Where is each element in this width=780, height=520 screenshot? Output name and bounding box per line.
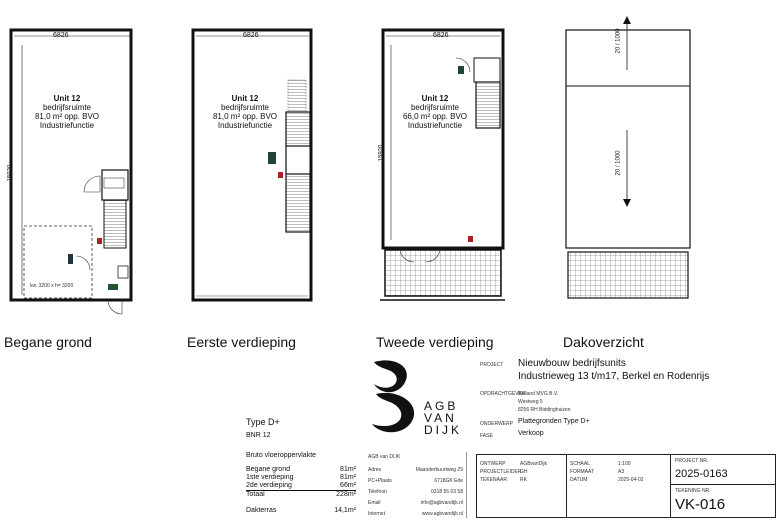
projectleider-label: PROJECTLEIDER <box>480 469 522 475</box>
door-note: kw. 3200 x h= 3200 <box>30 283 74 289</box>
agb-logo-text <box>424 400 462 436</box>
plan-eerste-verdieping <box>193 30 311 300</box>
contact-row: Telefoon 0318 55 03 58 <box>368 489 463 495</box>
room-usage: Industriefunctie <box>217 121 273 130</box>
stair <box>476 82 500 128</box>
contact-row: Adres Maanderbuurtweg 29 <box>368 467 463 473</box>
dakterras-row: Dakterras 14,1m² <box>246 507 356 514</box>
outer-wall <box>383 30 503 248</box>
tekenaar-label: TEKENAAR <box>480 477 507 483</box>
meter-cabinet-icon <box>268 152 276 164</box>
fase-value: Verkoop <box>518 430 544 437</box>
unit-name: Unit 12 <box>53 94 81 103</box>
contact-row: Email info@agbvandijk.nl <box>368 500 463 506</box>
divider <box>566 454 567 518</box>
ontwerp-label: ONTWERP <box>480 461 506 467</box>
bvo-table <box>246 466 356 499</box>
bvo-row: Begane grond 81m² <box>246 466 356 473</box>
bvo-row: 1ste verdieping 81m² <box>246 474 356 481</box>
roof-terrace-tiles <box>385 250 501 296</box>
room-area: 66,0 m² opp. BVO <box>402 112 468 121</box>
stair <box>104 200 126 248</box>
contact-heading: AGB van DIJK <box>368 454 401 460</box>
meter-cabinet-icon <box>68 254 73 264</box>
project-line-2: Industrieweg 13 t/m17, Berkel en Rodenrijs <box>518 371 710 382</box>
project-title <box>518 357 709 383</box>
dim-depth: 15920 <box>7 164 14 182</box>
opdrachtgever-value: Holland MVG B.V. <box>518 391 559 397</box>
dim-width: 6826 <box>53 32 69 39</box>
contact-row: PC+Plaats 6718GK Ede <box>368 478 463 484</box>
projectnr-label: PROJECT NR. <box>675 458 709 464</box>
address-1: Westweg 5 <box>518 399 543 405</box>
meter-cabinet-icon <box>458 66 464 74</box>
ontwerp-value: AGBvanDijk <box>520 461 547 467</box>
roof-terrace-tiles <box>568 252 688 298</box>
projectleider-value: GH <box>520 469 528 475</box>
divider <box>670 484 776 485</box>
room-function: bedrijfsruimte <box>42 103 91 112</box>
dim-depth: 15920 <box>378 144 385 162</box>
logo-line-2: VAN <box>424 411 457 425</box>
fire-extinguisher-icon <box>97 238 102 244</box>
tekening-value: VK-016 <box>675 496 726 513</box>
datum-value: 2025-04-02 <box>618 477 644 483</box>
bvo-row: 2de verdieping 66m² <box>246 482 356 489</box>
stair-void <box>288 80 306 112</box>
room-usage: Industriefunctie <box>39 121 95 130</box>
plan-tweede-verdieping <box>380 30 505 300</box>
room-label <box>200 94 290 130</box>
slope-label: 20 / 1000 <box>615 28 622 54</box>
project-label: PROJECT <box>480 362 504 368</box>
floor-label-begane-grond: Begane grond <box>4 334 92 350</box>
floor-label-eerste-verdieping: Eerste verdieping <box>187 334 296 350</box>
plan-dakoverzicht <box>566 16 690 298</box>
stair <box>286 174 310 232</box>
roof-outline <box>566 30 690 248</box>
floor-label-dakoverzicht: Dakoverzicht <box>563 334 644 350</box>
room-usage: Industriefunctie <box>407 121 463 130</box>
type-title: Type D+ <box>246 417 280 427</box>
bvo-heading: Bruto vloeroppervlakte <box>246 452 317 459</box>
room-area: 81,0 m² opp. BVO <box>212 112 278 121</box>
outer-wall <box>193 30 311 300</box>
onderwerp-value: Plattegronden Type D+ <box>518 418 590 425</box>
unit-name: Unit 12 <box>231 94 259 103</box>
onderwerp-label: ONDERWERP <box>480 421 513 427</box>
dim-width: 6826 <box>243 32 259 39</box>
floor-label-tweede-verdieping: Tweede verdieping <box>376 334 494 350</box>
plan-begane-grond <box>11 30 131 314</box>
opdrachtgever-label: OPDRACHTGEVER <box>480 391 526 397</box>
door-swing <box>84 176 100 192</box>
tekenaar-value: RK <box>520 477 527 483</box>
agb-logo-mark <box>366 358 426 436</box>
dim-width: 6826 <box>433 32 449 39</box>
unit-name: Unit 12 <box>421 94 449 103</box>
tekening-label: TEKENING NR. <box>675 488 711 494</box>
formaat-value: A3 <box>618 469 625 475</box>
room-function: bedrijfsruimte <box>220 103 269 112</box>
fire-extinguisher-icon <box>468 236 473 242</box>
project-line-1: Nieuwbouw bedrijfsunits <box>518 358 626 369</box>
bvo-total-row: Totaal 228m² <box>246 491 356 498</box>
room-function: bedrijfsruimte <box>410 103 459 112</box>
address-2: 8256 RH Biddinghuizen <box>518 407 571 413</box>
slope-label: 20 / 1000 <box>615 150 622 176</box>
projectnr-value: 2025-0163 <box>675 468 728 480</box>
fire-extinguisher-icon <box>278 172 283 178</box>
datum-label: DATUM <box>570 477 588 483</box>
logo-line-3: DIJK <box>424 423 463 437</box>
divider <box>670 454 671 518</box>
contact-table <box>368 465 463 520</box>
schaal-label: SCHAAL <box>570 461 591 467</box>
formaat-label: FORMAAT <box>570 469 595 475</box>
logo-line-1: AGB <box>424 399 459 413</box>
room-label <box>392 94 478 130</box>
exit-sign-icon <box>108 284 118 290</box>
contact-row: Internet www.agbvandijk.nl <box>368 511 463 517</box>
divider <box>466 452 467 518</box>
schaal-value: 1:100 <box>618 461 631 467</box>
room-label <box>22 94 112 130</box>
room-area: 81,0 m² opp. BVO <box>34 112 100 121</box>
bnr: BNR 12 <box>246 432 271 439</box>
fase-label: FASE <box>480 433 493 439</box>
